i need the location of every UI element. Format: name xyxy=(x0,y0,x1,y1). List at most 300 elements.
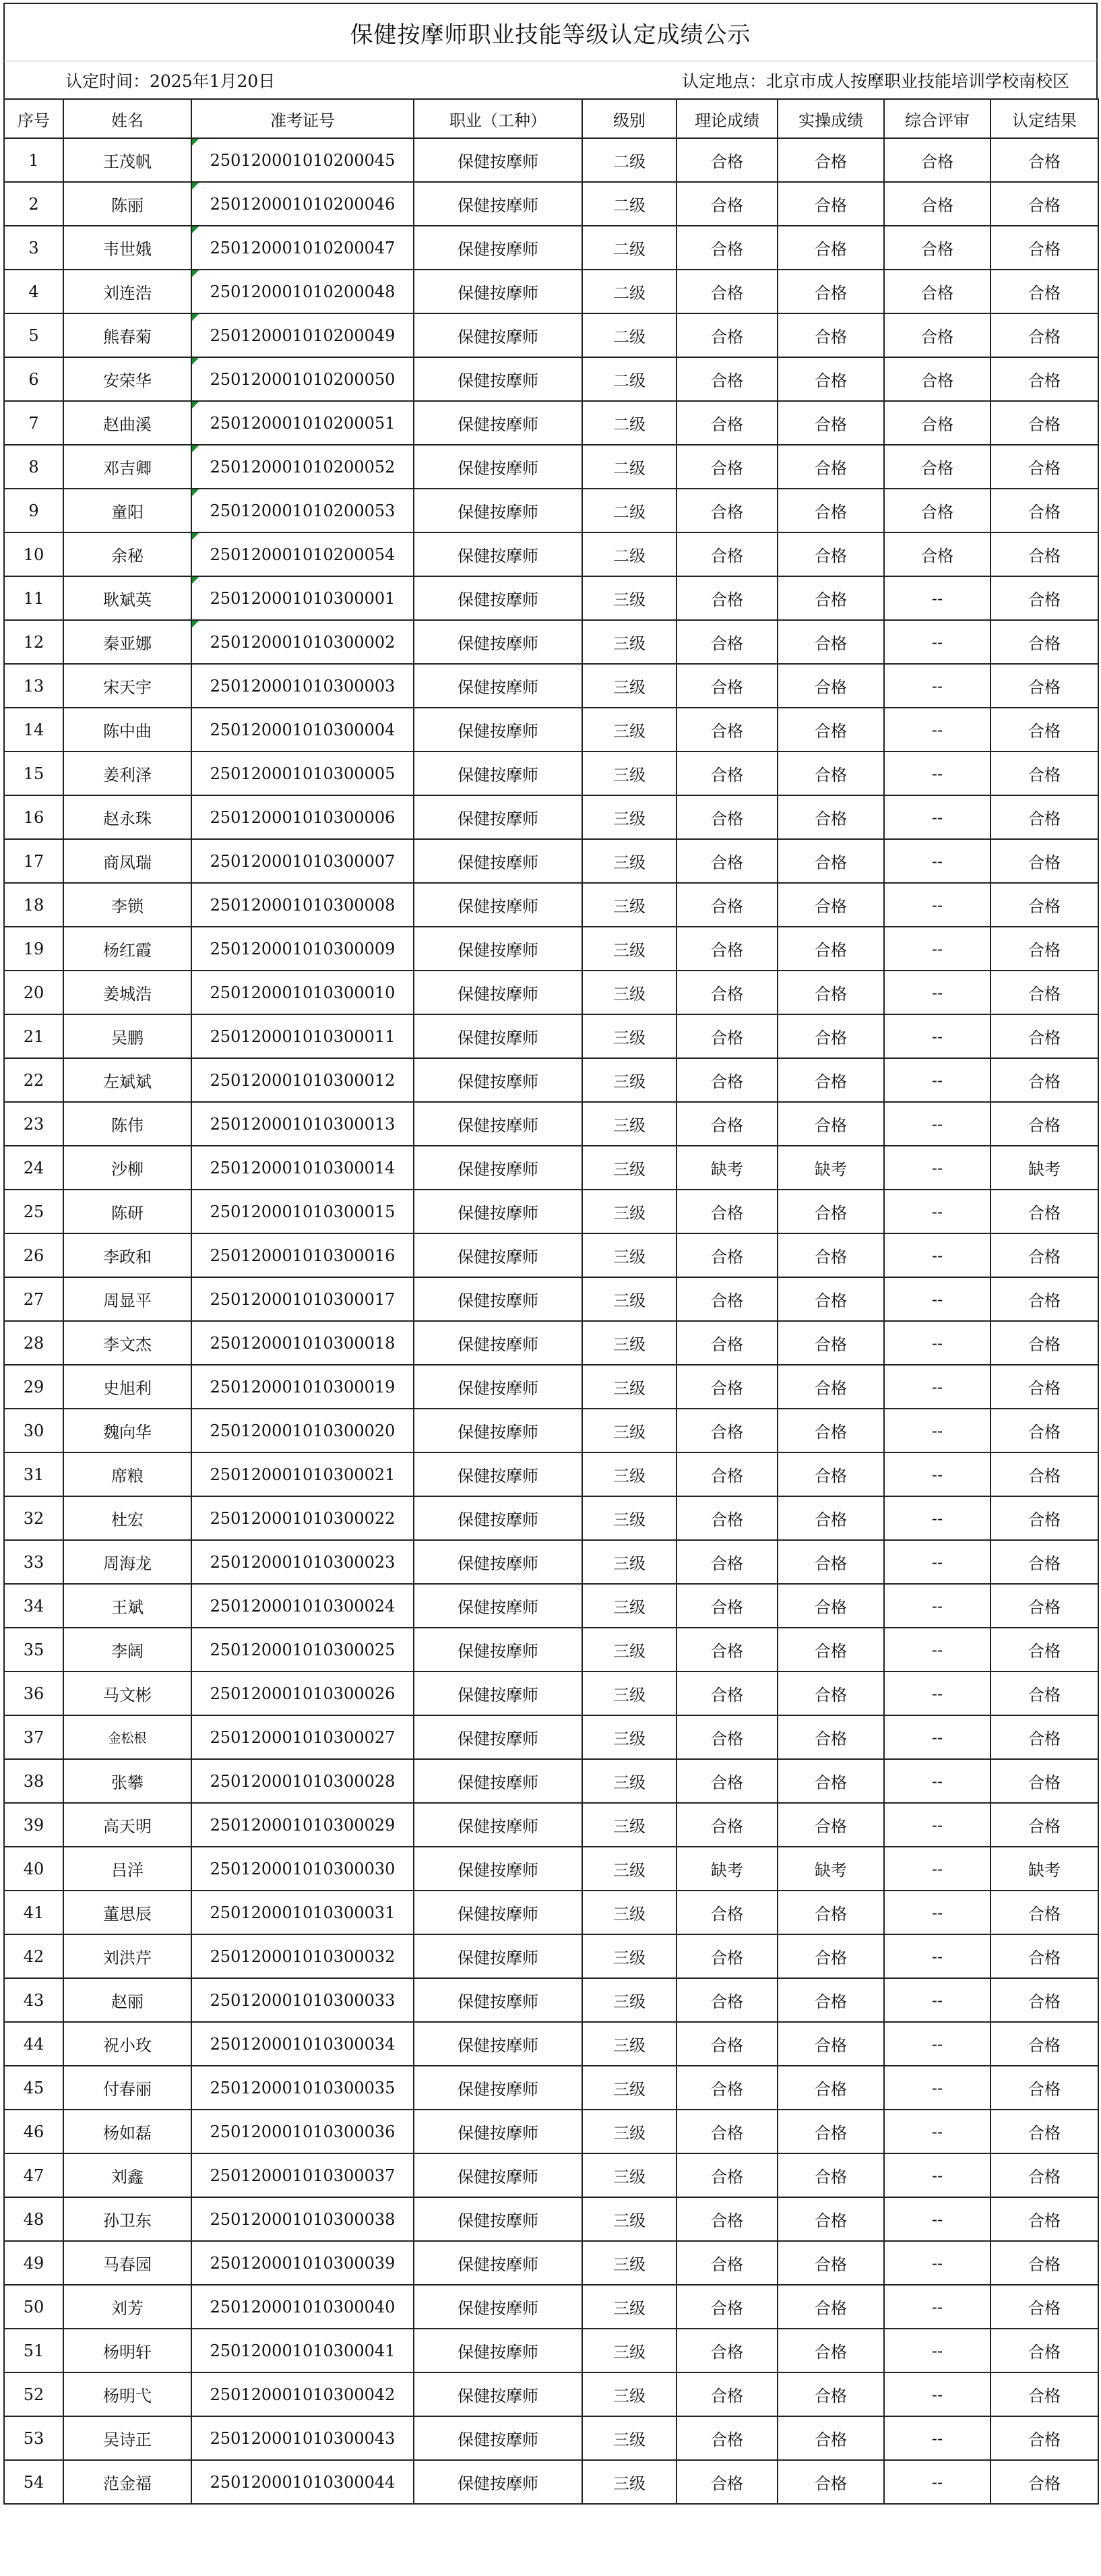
cell-review[interactable]: -- xyxy=(884,1321,990,1365)
cell-index[interactable]: 5 xyxy=(4,313,63,357)
cell-index[interactable]: 29 xyxy=(4,1365,63,1409)
cell-review[interactable]: -- xyxy=(884,1409,990,1452)
cell-result[interactable]: 合格 xyxy=(990,2285,1098,2329)
cell-level[interactable]: 二级 xyxy=(582,182,677,226)
cell-occupation[interactable]: 保健按摩师 xyxy=(414,357,582,401)
cell-practical-score[interactable]: 合格 xyxy=(778,532,884,576)
cell-result[interactable]: 合格 xyxy=(990,1584,1098,1628)
cell-practical-score[interactable]: 合格 xyxy=(778,752,884,795)
cell-practical-score[interactable]: 合格 xyxy=(778,664,884,708)
cell-exam-id[interactable]: 250120001010300021 xyxy=(191,1452,414,1496)
cell-practical-score[interactable]: 合格 xyxy=(778,1365,884,1409)
cell-review[interactable]: -- xyxy=(884,1672,990,1715)
cell-exam-id[interactable]: 250120001010300035 xyxy=(191,2066,414,2110)
header-name[interactable]: 姓名 xyxy=(63,99,191,138)
cell-name[interactable]: 高天明 xyxy=(63,1803,191,1847)
cell-review[interactable]: 合格 xyxy=(884,489,990,532)
cell-occupation[interactable]: 保健按摩师 xyxy=(414,313,582,357)
cell-practical-score[interactable]: 合格 xyxy=(778,1715,884,1759)
cell-review[interactable]: -- xyxy=(884,2022,990,2066)
cell-level[interactable]: 二级 xyxy=(582,138,677,182)
cell-index[interactable]: 12 xyxy=(4,620,63,664)
cell-level[interactable]: 三级 xyxy=(582,576,677,620)
cell-theory-score[interactable]: 缺考 xyxy=(677,1847,778,1891)
cell-practical-score[interactable]: 合格 xyxy=(778,270,884,313)
cell-review[interactable]: -- xyxy=(884,1190,990,1233)
cell-result[interactable]: 合格 xyxy=(990,883,1098,927)
cell-theory-score[interactable]: 合格 xyxy=(677,708,778,752)
cell-name[interactable]: 姜利泽 xyxy=(63,752,191,795)
cell-result[interactable]: 合格 xyxy=(990,489,1098,532)
cell-index[interactable]: 48 xyxy=(4,2197,63,2241)
cell-result[interactable]: 合格 xyxy=(990,2153,1098,2197)
cell-review[interactable]: -- xyxy=(884,1365,990,1409)
cell-index[interactable]: 3 xyxy=(4,226,63,270)
cell-level[interactable]: 三级 xyxy=(582,1496,677,1540)
cell-exam-id[interactable]: 250120001010300015 xyxy=(191,1190,414,1233)
cell-exam-id[interactable]: 250120001010300018 xyxy=(191,1321,414,1365)
cell-result[interactable]: 合格 xyxy=(990,1759,1098,1803)
cell-result[interactable]: 合格 xyxy=(990,313,1098,357)
cell-theory-score[interactable]: 合格 xyxy=(677,2285,778,2329)
cell-level[interactable]: 二级 xyxy=(582,357,677,401)
cell-result[interactable]: 合格 xyxy=(990,1496,1098,1540)
cell-occupation[interactable]: 保健按摩师 xyxy=(414,270,582,313)
cell-practical-score[interactable]: 合格 xyxy=(778,620,884,664)
cell-exam-id[interactable]: 250120001010300043 xyxy=(191,2416,414,2460)
cell-theory-score[interactable]: 合格 xyxy=(677,138,778,182)
cell-theory-score[interactable]: 合格 xyxy=(677,1277,778,1321)
cell-occupation[interactable]: 保健按摩师 xyxy=(414,2329,582,2372)
cell-review[interactable]: -- xyxy=(884,1891,990,1934)
cell-name[interactable]: 宋天宇 xyxy=(63,664,191,708)
cell-result[interactable]: 合格 xyxy=(990,839,1098,883)
cell-level[interactable]: 二级 xyxy=(582,313,677,357)
cell-name[interactable]: 杨明弋 xyxy=(63,2372,191,2416)
cell-occupation[interactable]: 保健按摩师 xyxy=(414,2241,582,2285)
cell-result[interactable]: 合格 xyxy=(990,1190,1098,1233)
header-result[interactable]: 认定结果 xyxy=(990,99,1098,138)
cell-theory-score[interactable]: 合格 xyxy=(677,2460,778,2504)
cell-index[interactable]: 42 xyxy=(4,1934,63,1978)
cell-result[interactable]: 合格 xyxy=(990,708,1098,752)
cell-occupation[interactable]: 保健按摩师 xyxy=(414,971,582,1014)
cell-level[interactable]: 三级 xyxy=(582,971,677,1014)
cell-exam-id[interactable]: 250120001010300032 xyxy=(191,1934,414,1978)
cell-practical-score[interactable]: 合格 xyxy=(778,1891,884,1934)
cell-occupation[interactable]: 保健按摩师 xyxy=(414,138,582,182)
cell-theory-score[interactable]: 合格 xyxy=(677,313,778,357)
cell-theory-score[interactable]: 合格 xyxy=(677,1978,778,2022)
cell-occupation[interactable]: 保健按摩师 xyxy=(414,1847,582,1891)
cell-name[interactable]: 赵永珠 xyxy=(63,795,191,839)
cell-theory-score[interactable]: 合格 xyxy=(677,1233,778,1277)
cell-exam-id[interactable]: 250120001010300037 xyxy=(191,2153,414,2197)
cell-name[interactable]: 周海龙 xyxy=(63,1540,191,1584)
cell-review[interactable]: 合格 xyxy=(884,357,990,401)
cell-name[interactable]: 邓吉卿 xyxy=(63,445,191,489)
header-occupation[interactable]: 职业（工种） xyxy=(414,99,582,138)
cell-result[interactable]: 合格 xyxy=(990,445,1098,489)
cell-review[interactable]: -- xyxy=(884,1540,990,1584)
cell-theory-score[interactable]: 合格 xyxy=(677,2416,778,2460)
cell-practical-score[interactable]: 合格 xyxy=(778,576,884,620)
cell-theory-score[interactable]: 合格 xyxy=(677,2329,778,2372)
cell-exam-id[interactable]: 250120001010200050 xyxy=(191,357,414,401)
cell-review[interactable]: -- xyxy=(884,1452,990,1496)
cell-theory-score[interactable]: 合格 xyxy=(677,1891,778,1934)
cell-theory-score[interactable]: 合格 xyxy=(677,2110,778,2153)
cell-theory-score[interactable]: 合格 xyxy=(677,1540,778,1584)
cell-theory-score[interactable]: 合格 xyxy=(677,2022,778,2066)
cell-result[interactable]: 合格 xyxy=(990,1891,1098,1934)
cell-index[interactable]: 13 xyxy=(4,664,63,708)
cell-review[interactable]: -- xyxy=(884,839,990,883)
cell-level[interactable]: 三级 xyxy=(582,1014,677,1058)
cell-index[interactable]: 51 xyxy=(4,2329,63,2372)
cell-exam-id[interactable]: 250120001010300026 xyxy=(191,1672,414,1715)
cell-exam-id[interactable]: 250120001010300006 xyxy=(191,795,414,839)
cell-name[interactable]: 秦亚娜 xyxy=(63,620,191,664)
cell-level[interactable]: 二级 xyxy=(582,270,677,313)
cell-level[interactable]: 二级 xyxy=(582,489,677,532)
cell-practical-score[interactable]: 合格 xyxy=(778,1934,884,1978)
cell-review[interactable]: -- xyxy=(884,2372,990,2416)
cell-index[interactable]: 46 xyxy=(4,2110,63,2153)
cell-name[interactable]: 祝小玫 xyxy=(63,2022,191,2066)
cell-occupation[interactable]: 保健按摩师 xyxy=(414,2153,582,2197)
cell-exam-id[interactable]: 250120001010300013 xyxy=(191,1102,414,1146)
cell-level[interactable]: 三级 xyxy=(582,1803,677,1847)
cell-index[interactable]: 31 xyxy=(4,1452,63,1496)
cell-level[interactable]: 三级 xyxy=(582,1540,677,1584)
cell-index[interactable]: 10 xyxy=(4,532,63,576)
cell-exam-id[interactable]: 250120001010300044 xyxy=(191,2460,414,2504)
cell-review[interactable]: -- xyxy=(884,2285,990,2329)
cell-name[interactable]: 童阳 xyxy=(63,489,191,532)
cell-review[interactable]: -- xyxy=(884,2460,990,2504)
cell-exam-id[interactable]: 250120001010200048 xyxy=(191,270,414,313)
cell-exam-id[interactable]: 250120001010300010 xyxy=(191,971,414,1014)
cell-review[interactable]: -- xyxy=(884,576,990,620)
cell-exam-id[interactable]: 250120001010300039 xyxy=(191,2241,414,2285)
cell-name[interactable]: 李阔 xyxy=(63,1628,191,1672)
cell-theory-score[interactable]: 合格 xyxy=(677,182,778,226)
cell-occupation[interactable]: 保健按摩师 xyxy=(414,1672,582,1715)
cell-exam-id[interactable]: 250120001010300028 xyxy=(191,1759,414,1803)
cell-review[interactable]: -- xyxy=(884,620,990,664)
cell-practical-score[interactable]: 合格 xyxy=(778,1540,884,1584)
cell-result[interactable]: 缺考 xyxy=(990,1146,1098,1190)
cell-occupation[interactable]: 保健按摩师 xyxy=(414,1803,582,1847)
cell-name[interactable]: 杨明轩 xyxy=(63,2329,191,2372)
cell-index[interactable]: 39 xyxy=(4,1803,63,1847)
cell-index[interactable]: 37 xyxy=(4,1715,63,1759)
cell-occupation[interactable]: 保健按摩师 xyxy=(414,1014,582,1058)
cell-review[interactable]: -- xyxy=(884,2153,990,2197)
cell-name[interactable]: 耿斌英 xyxy=(63,576,191,620)
cell-practical-score[interactable]: 合格 xyxy=(778,1759,884,1803)
cell-occupation[interactable]: 保健按摩师 xyxy=(414,489,582,532)
cell-review[interactable]: -- xyxy=(884,2416,990,2460)
cell-index[interactable]: 22 xyxy=(4,1058,63,1102)
cell-exam-id[interactable]: 250120001010200045 xyxy=(191,138,414,182)
cell-practical-score[interactable]: 合格 xyxy=(778,1277,884,1321)
cell-occupation[interactable]: 保健按摩师 xyxy=(414,226,582,270)
cell-review[interactable]: -- xyxy=(884,1496,990,1540)
cell-occupation[interactable]: 保健按摩师 xyxy=(414,2285,582,2329)
cell-exam-id[interactable]: 250120001010300012 xyxy=(191,1058,414,1102)
cell-occupation[interactable]: 保健按摩师 xyxy=(414,664,582,708)
cell-result[interactable]: 合格 xyxy=(990,138,1098,182)
cell-review[interactable]: -- xyxy=(884,1584,990,1628)
cell-practical-score[interactable]: 合格 xyxy=(778,1409,884,1452)
cell-occupation[interactable]: 保健按摩师 xyxy=(414,1452,582,1496)
cell-index[interactable]: 45 xyxy=(4,2066,63,2110)
cell-result[interactable]: 合格 xyxy=(990,2460,1098,2504)
cell-index[interactable]: 32 xyxy=(4,1496,63,1540)
cell-review[interactable]: 合格 xyxy=(884,182,990,226)
cell-review[interactable]: 合格 xyxy=(884,532,990,576)
cell-theory-score[interactable]: 合格 xyxy=(677,1628,778,1672)
cell-theory-score[interactable]: 合格 xyxy=(677,1321,778,1365)
cell-review[interactable]: -- xyxy=(884,1102,990,1146)
cell-name[interactable]: 韦世娥 xyxy=(63,226,191,270)
cell-result[interactable]: 合格 xyxy=(990,1540,1098,1584)
cell-exam-id[interactable]: 250120001010300004 xyxy=(191,708,414,752)
cell-practical-score[interactable]: 合格 xyxy=(778,313,884,357)
cell-name[interactable]: 付春丽 xyxy=(63,2066,191,2110)
cell-occupation[interactable]: 保健按摩师 xyxy=(414,839,582,883)
cell-index[interactable]: 35 xyxy=(4,1628,63,1672)
cell-level[interactable]: 二级 xyxy=(582,226,677,270)
cell-occupation[interactable]: 保健按摩师 xyxy=(414,1233,582,1277)
cell-result[interactable]: 合格 xyxy=(990,1715,1098,1759)
cell-result[interactable]: 合格 xyxy=(990,270,1098,313)
cell-exam-id[interactable]: 250120001010200047 xyxy=(191,226,414,270)
cell-practical-score[interactable]: 合格 xyxy=(778,2241,884,2285)
cell-theory-score[interactable]: 缺考 xyxy=(677,1146,778,1190)
cell-review[interactable]: -- xyxy=(884,2110,990,2153)
cell-review[interactable]: 合格 xyxy=(884,138,990,182)
cell-index[interactable]: 21 xyxy=(4,1014,63,1058)
cell-index[interactable]: 1 xyxy=(4,138,63,182)
cell-practical-score[interactable]: 合格 xyxy=(778,2066,884,2110)
cell-practical-score[interactable]: 合格 xyxy=(778,445,884,489)
cell-name[interactable]: 李锁 xyxy=(63,883,191,927)
cell-review[interactable]: -- xyxy=(884,2329,990,2372)
cell-result[interactable]: 合格 xyxy=(990,357,1098,401)
cell-index[interactable]: 38 xyxy=(4,1759,63,1803)
cell-name[interactable]: 左斌斌 xyxy=(63,1058,191,1102)
cell-occupation[interactable]: 保健按摩师 xyxy=(414,1978,582,2022)
header-review[interactable]: 综合评审 xyxy=(884,99,990,138)
cell-theory-score[interactable]: 合格 xyxy=(677,971,778,1014)
cell-practical-score[interactable]: 缺考 xyxy=(778,1146,884,1190)
cell-result[interactable]: 合格 xyxy=(990,1102,1098,1146)
cell-level[interactable]: 三级 xyxy=(582,2329,677,2372)
cell-name[interactable]: 刘洪芹 xyxy=(63,1934,191,1978)
cell-level[interactable]: 三级 xyxy=(582,2285,677,2329)
cell-level[interactable]: 三级 xyxy=(582,1934,677,1978)
cell-exam-id[interactable]: 250120001010200052 xyxy=(191,445,414,489)
cell-practical-score[interactable]: 合格 xyxy=(778,401,884,445)
cell-exam-id[interactable]: 250120001010300041 xyxy=(191,2329,414,2372)
header-practical-score[interactable]: 实操成绩 xyxy=(778,99,884,138)
cell-name[interactable]: 李文杰 xyxy=(63,1321,191,1365)
cell-occupation[interactable]: 保健按摩师 xyxy=(414,1584,582,1628)
cell-index[interactable]: 7 xyxy=(4,401,63,445)
cell-practical-score[interactable]: 合格 xyxy=(778,2460,884,2504)
cell-index[interactable]: 43 xyxy=(4,1978,63,2022)
cell-review[interactable]: -- xyxy=(884,1058,990,1102)
cell-level[interactable]: 三级 xyxy=(582,2416,677,2460)
cell-theory-score[interactable]: 合格 xyxy=(677,927,778,971)
cell-theory-score[interactable]: 合格 xyxy=(677,1014,778,1058)
cell-index[interactable]: 23 xyxy=(4,1102,63,1146)
cell-review[interactable]: -- xyxy=(884,1233,990,1277)
cell-name[interactable]: 吴诗正 xyxy=(63,2416,191,2460)
cell-index[interactable]: 4 xyxy=(4,270,63,313)
cell-index[interactable]: 40 xyxy=(4,1847,63,1891)
cell-theory-score[interactable]: 合格 xyxy=(677,357,778,401)
cell-result[interactable]: 合格 xyxy=(990,795,1098,839)
cell-review[interactable]: 合格 xyxy=(884,445,990,489)
cell-exam-id[interactable]: 250120001010300008 xyxy=(191,883,414,927)
cell-level[interactable]: 三级 xyxy=(582,795,677,839)
cell-name[interactable]: 史旭利 xyxy=(63,1365,191,1409)
cell-theory-score[interactable]: 合格 xyxy=(677,795,778,839)
cell-level[interactable]: 三级 xyxy=(582,1058,677,1102)
cell-practical-score[interactable]: 合格 xyxy=(778,182,884,226)
cell-occupation[interactable]: 保健按摩师 xyxy=(414,1321,582,1365)
cell-occupation[interactable]: 保健按摩师 xyxy=(414,1190,582,1233)
cell-occupation[interactable]: 保健按摩师 xyxy=(414,532,582,576)
cell-result[interactable]: 合格 xyxy=(990,2110,1098,2153)
cell-practical-score[interactable]: 合格 xyxy=(778,708,884,752)
cell-practical-score[interactable]: 合格 xyxy=(778,2110,884,2153)
cell-index[interactable]: 19 xyxy=(4,927,63,971)
cell-review[interactable]: -- xyxy=(884,1934,990,1978)
cell-practical-score[interactable]: 合格 xyxy=(778,2285,884,2329)
cell-name[interactable]: 马文彬 xyxy=(63,1672,191,1715)
cell-theory-score[interactable]: 合格 xyxy=(677,226,778,270)
cell-theory-score[interactable]: 合格 xyxy=(677,1759,778,1803)
cell-review[interactable]: -- xyxy=(884,795,990,839)
cell-index[interactable]: 34 xyxy=(4,1584,63,1628)
cell-exam-id[interactable]: 250120001010300040 xyxy=(191,2285,414,2329)
cell-result[interactable]: 合格 xyxy=(990,927,1098,971)
cell-review[interactable]: -- xyxy=(884,883,990,927)
cell-exam-id[interactable]: 250120001010200054 xyxy=(191,532,414,576)
cell-level[interactable]: 三级 xyxy=(582,708,677,752)
cell-review[interactable]: -- xyxy=(884,1014,990,1058)
cell-index[interactable]: 52 xyxy=(4,2372,63,2416)
cell-theory-score[interactable]: 合格 xyxy=(677,1584,778,1628)
cell-practical-score[interactable]: 合格 xyxy=(778,2372,884,2416)
cell-exam-id[interactable]: 250120001010300009 xyxy=(191,927,414,971)
cell-theory-score[interactable]: 合格 xyxy=(677,883,778,927)
cell-result[interactable]: 合格 xyxy=(990,1014,1098,1058)
cell-result[interactable]: 合格 xyxy=(990,971,1098,1014)
cell-practical-score[interactable]: 合格 xyxy=(778,1628,884,1672)
cell-level[interactable]: 二级 xyxy=(582,532,677,576)
cell-level[interactable]: 三级 xyxy=(582,1891,677,1934)
cell-review[interactable]: 合格 xyxy=(884,226,990,270)
cell-name[interactable]: 陈研 xyxy=(63,1190,191,1233)
cell-theory-score[interactable]: 合格 xyxy=(677,1102,778,1146)
cell-occupation[interactable]: 保健按摩师 xyxy=(414,708,582,752)
cell-name[interactable]: 刘连浩 xyxy=(63,270,191,313)
cell-result[interactable]: 合格 xyxy=(990,1978,1098,2022)
cell-theory-score[interactable]: 合格 xyxy=(677,2153,778,2197)
cell-practical-score[interactable]: 合格 xyxy=(778,1058,884,1102)
cell-result[interactable]: 合格 xyxy=(990,752,1098,795)
header-index[interactable]: 序号 xyxy=(4,99,63,138)
cell-index[interactable]: 18 xyxy=(4,883,63,927)
cell-level[interactable]: 三级 xyxy=(582,1190,677,1233)
cell-review[interactable]: -- xyxy=(884,752,990,795)
cell-name[interactable]: 赵丽 xyxy=(63,1978,191,2022)
cell-occupation[interactable]: 保健按摩师 xyxy=(414,182,582,226)
cell-exam-id[interactable]: 250120001010300036 xyxy=(191,2110,414,2153)
cell-occupation[interactable]: 保健按摩师 xyxy=(414,620,582,664)
cell-theory-score[interactable]: 合格 xyxy=(677,664,778,708)
header-exam-id[interactable]: 准考证号 xyxy=(191,99,414,138)
cell-occupation[interactable]: 保健按摩师 xyxy=(414,883,582,927)
cell-result[interactable]: 合格 xyxy=(990,1672,1098,1715)
cell-result[interactable]: 合格 xyxy=(990,401,1098,445)
cell-occupation[interactable]: 保健按摩师 xyxy=(414,1891,582,1934)
cell-exam-id[interactable]: 250120001010300038 xyxy=(191,2197,414,2241)
cell-review[interactable]: -- xyxy=(884,1715,990,1759)
cell-occupation[interactable]: 保健按摩师 xyxy=(414,1146,582,1190)
cell-theory-score[interactable]: 合格 xyxy=(677,1190,778,1233)
cell-level[interactable]: 三级 xyxy=(582,1672,677,1715)
cell-name[interactable]: 孙卫东 xyxy=(63,2197,191,2241)
cell-occupation[interactable]: 保健按摩师 xyxy=(414,1934,582,1978)
cell-index[interactable]: 9 xyxy=(4,489,63,532)
cell-level[interactable]: 三级 xyxy=(582,1365,677,1409)
cell-result[interactable]: 合格 xyxy=(990,1628,1098,1672)
cell-name[interactable]: 余秘 xyxy=(63,532,191,576)
cell-theory-score[interactable]: 合格 xyxy=(677,1058,778,1102)
cell-index[interactable]: 47 xyxy=(4,2153,63,2197)
cell-name[interactable]: 杨如磊 xyxy=(63,2110,191,2153)
cell-review[interactable]: -- xyxy=(884,2197,990,2241)
header-level[interactable]: 级别 xyxy=(582,99,677,138)
cell-theory-score[interactable]: 合格 xyxy=(677,401,778,445)
cell-occupation[interactable]: 保健按摩师 xyxy=(414,1058,582,1102)
cell-level[interactable]: 三级 xyxy=(582,1847,677,1891)
cell-name[interactable]: 周显平 xyxy=(63,1277,191,1321)
cell-theory-score[interactable]: 合格 xyxy=(677,2241,778,2285)
cell-level[interactable]: 三级 xyxy=(582,620,677,664)
cell-occupation[interactable]: 保健按摩师 xyxy=(414,1715,582,1759)
cell-level[interactable]: 三级 xyxy=(582,1321,677,1365)
cell-name[interactable]: 李政和 xyxy=(63,1233,191,1277)
cell-practical-score[interactable]: 合格 xyxy=(778,357,884,401)
cell-exam-id[interactable]: 250120001010300017 xyxy=(191,1277,414,1321)
cell-result[interactable]: 合格 xyxy=(990,1803,1098,1847)
cell-result[interactable]: 合格 xyxy=(990,1409,1098,1452)
cell-level[interactable]: 三级 xyxy=(582,2066,677,2110)
cell-practical-score[interactable]: 合格 xyxy=(778,226,884,270)
cell-practical-score[interactable]: 合格 xyxy=(778,1233,884,1277)
cell-level[interactable]: 三级 xyxy=(582,2110,677,2153)
cell-occupation[interactable]: 保健按摩师 xyxy=(414,2022,582,2066)
cell-index[interactable]: 17 xyxy=(4,839,63,883)
